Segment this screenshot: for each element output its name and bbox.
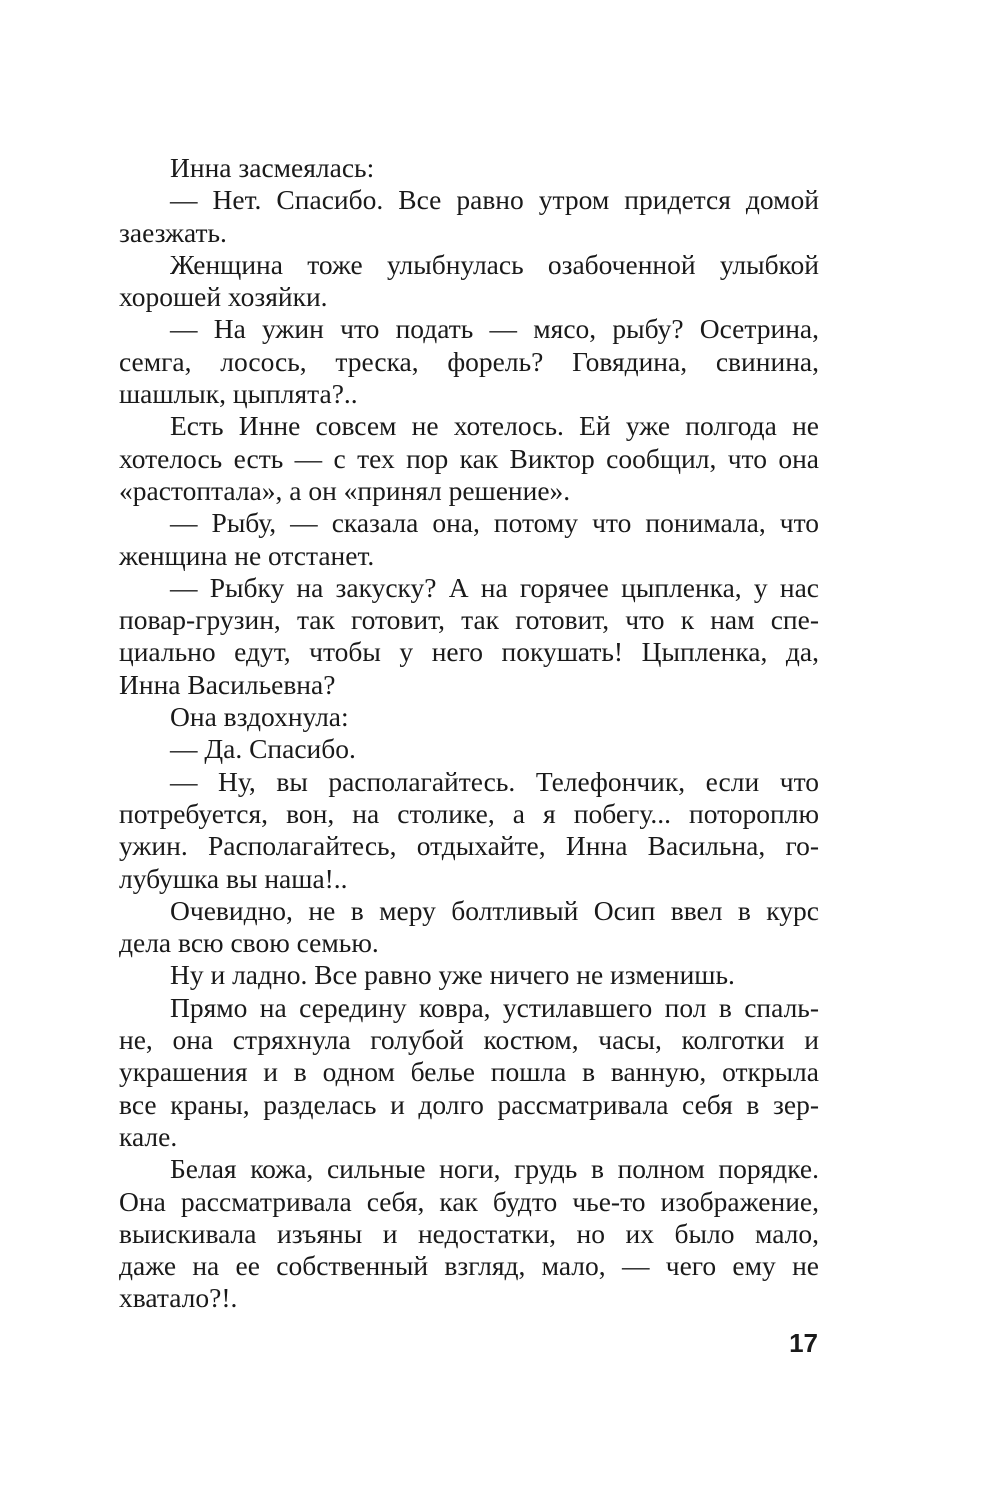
text-line: хотелось есть — с тех пор как Виктор сообщил, что она xyxy=(119,442,819,474)
text-line: хорошей хозяйки. xyxy=(119,281,328,313)
text-line: циально едут, чтобы у него покушать! Цыпленка, да, xyxy=(119,636,819,668)
text-line: Прямо на середину ковра, устилавшего пол в спаль- xyxy=(170,991,819,1023)
text-line: потребуется, вон, на столике, а я побегу... потороплю xyxy=(119,797,819,829)
text-line: украшения и в одном белье пошла в ванную, открыла xyxy=(119,1056,819,1088)
text-line: — Рыбу, — сказала она, потому что понимала, что xyxy=(170,507,819,539)
text-line: ужин. Располагайтесь, отдыхайте, Инна Васильна, го- xyxy=(119,830,819,862)
text-line: «растоптала», а он «принял решение». xyxy=(119,474,571,506)
text-line: дела всю свою семью. xyxy=(119,927,379,959)
text-line: — Да. Спасибо. xyxy=(170,733,356,765)
text-line: Женщина тоже улыбнулась озабоченной улыбкой xyxy=(170,248,819,280)
text-line: Ну и ладно. Все равно уже ничего не изменишь. xyxy=(170,959,735,991)
text-line: даже на ее собственный взгляд, мало, — чего ему не xyxy=(119,1250,819,1282)
text-line: Инна Васильевна? xyxy=(119,668,336,700)
text-line: Белая кожа, сильные ноги, грудь в полном порядке. xyxy=(170,1153,819,1185)
page-number: 17 xyxy=(789,1328,818,1358)
text-line: выискивала изъяны и недостатки, но их было мало, xyxy=(119,1217,819,1249)
text-line: Очевидно, не в меру болтливый Осип ввел в курс xyxy=(170,894,819,926)
text-line: женщина не отстанет. xyxy=(119,539,375,571)
text-line: Инна засмеялась: xyxy=(170,152,375,183)
body-text xyxy=(119,152,819,1315)
text-line: — Ну, вы располагайтесь. Телефончик, если что xyxy=(170,765,819,797)
text-line: — Нет. Спасибо. Все равно утром придется домой xyxy=(170,184,819,216)
text-line: не, она стряхнула голубой костюм, часы, колготки и xyxy=(119,1024,819,1056)
text-line: лубушка вы наша!.. xyxy=(119,862,348,894)
text-line: хватало?!. xyxy=(119,1282,238,1314)
text-line: Есть Инне совсем не хотелось. Ей уже полгода не xyxy=(170,410,819,442)
text-line: повар-грузин, так готовит, так готовит, что к нам спе- xyxy=(119,604,819,636)
text-line: семга, лосось, треска, форель? Говядина, свинина, xyxy=(119,345,819,377)
text-line: заезжать. xyxy=(119,216,227,248)
text-line: Она вздохнула: xyxy=(170,701,349,733)
text-line: — Рыбку на закуску? А на горячее цыпленка, у нас xyxy=(170,571,819,603)
text-line: шашлык, цыплята?.. xyxy=(119,378,358,410)
text-line: кале. xyxy=(119,1120,178,1152)
text-line: — На ужин что подать — мясо, рыбу? Осетрина, xyxy=(170,313,819,345)
text-line: Она рассматривала себя, как будто чье-то изображение, xyxy=(119,1185,819,1217)
text-line: все краны, разделась и долго рассматривала себя в зер- xyxy=(119,1088,819,1120)
